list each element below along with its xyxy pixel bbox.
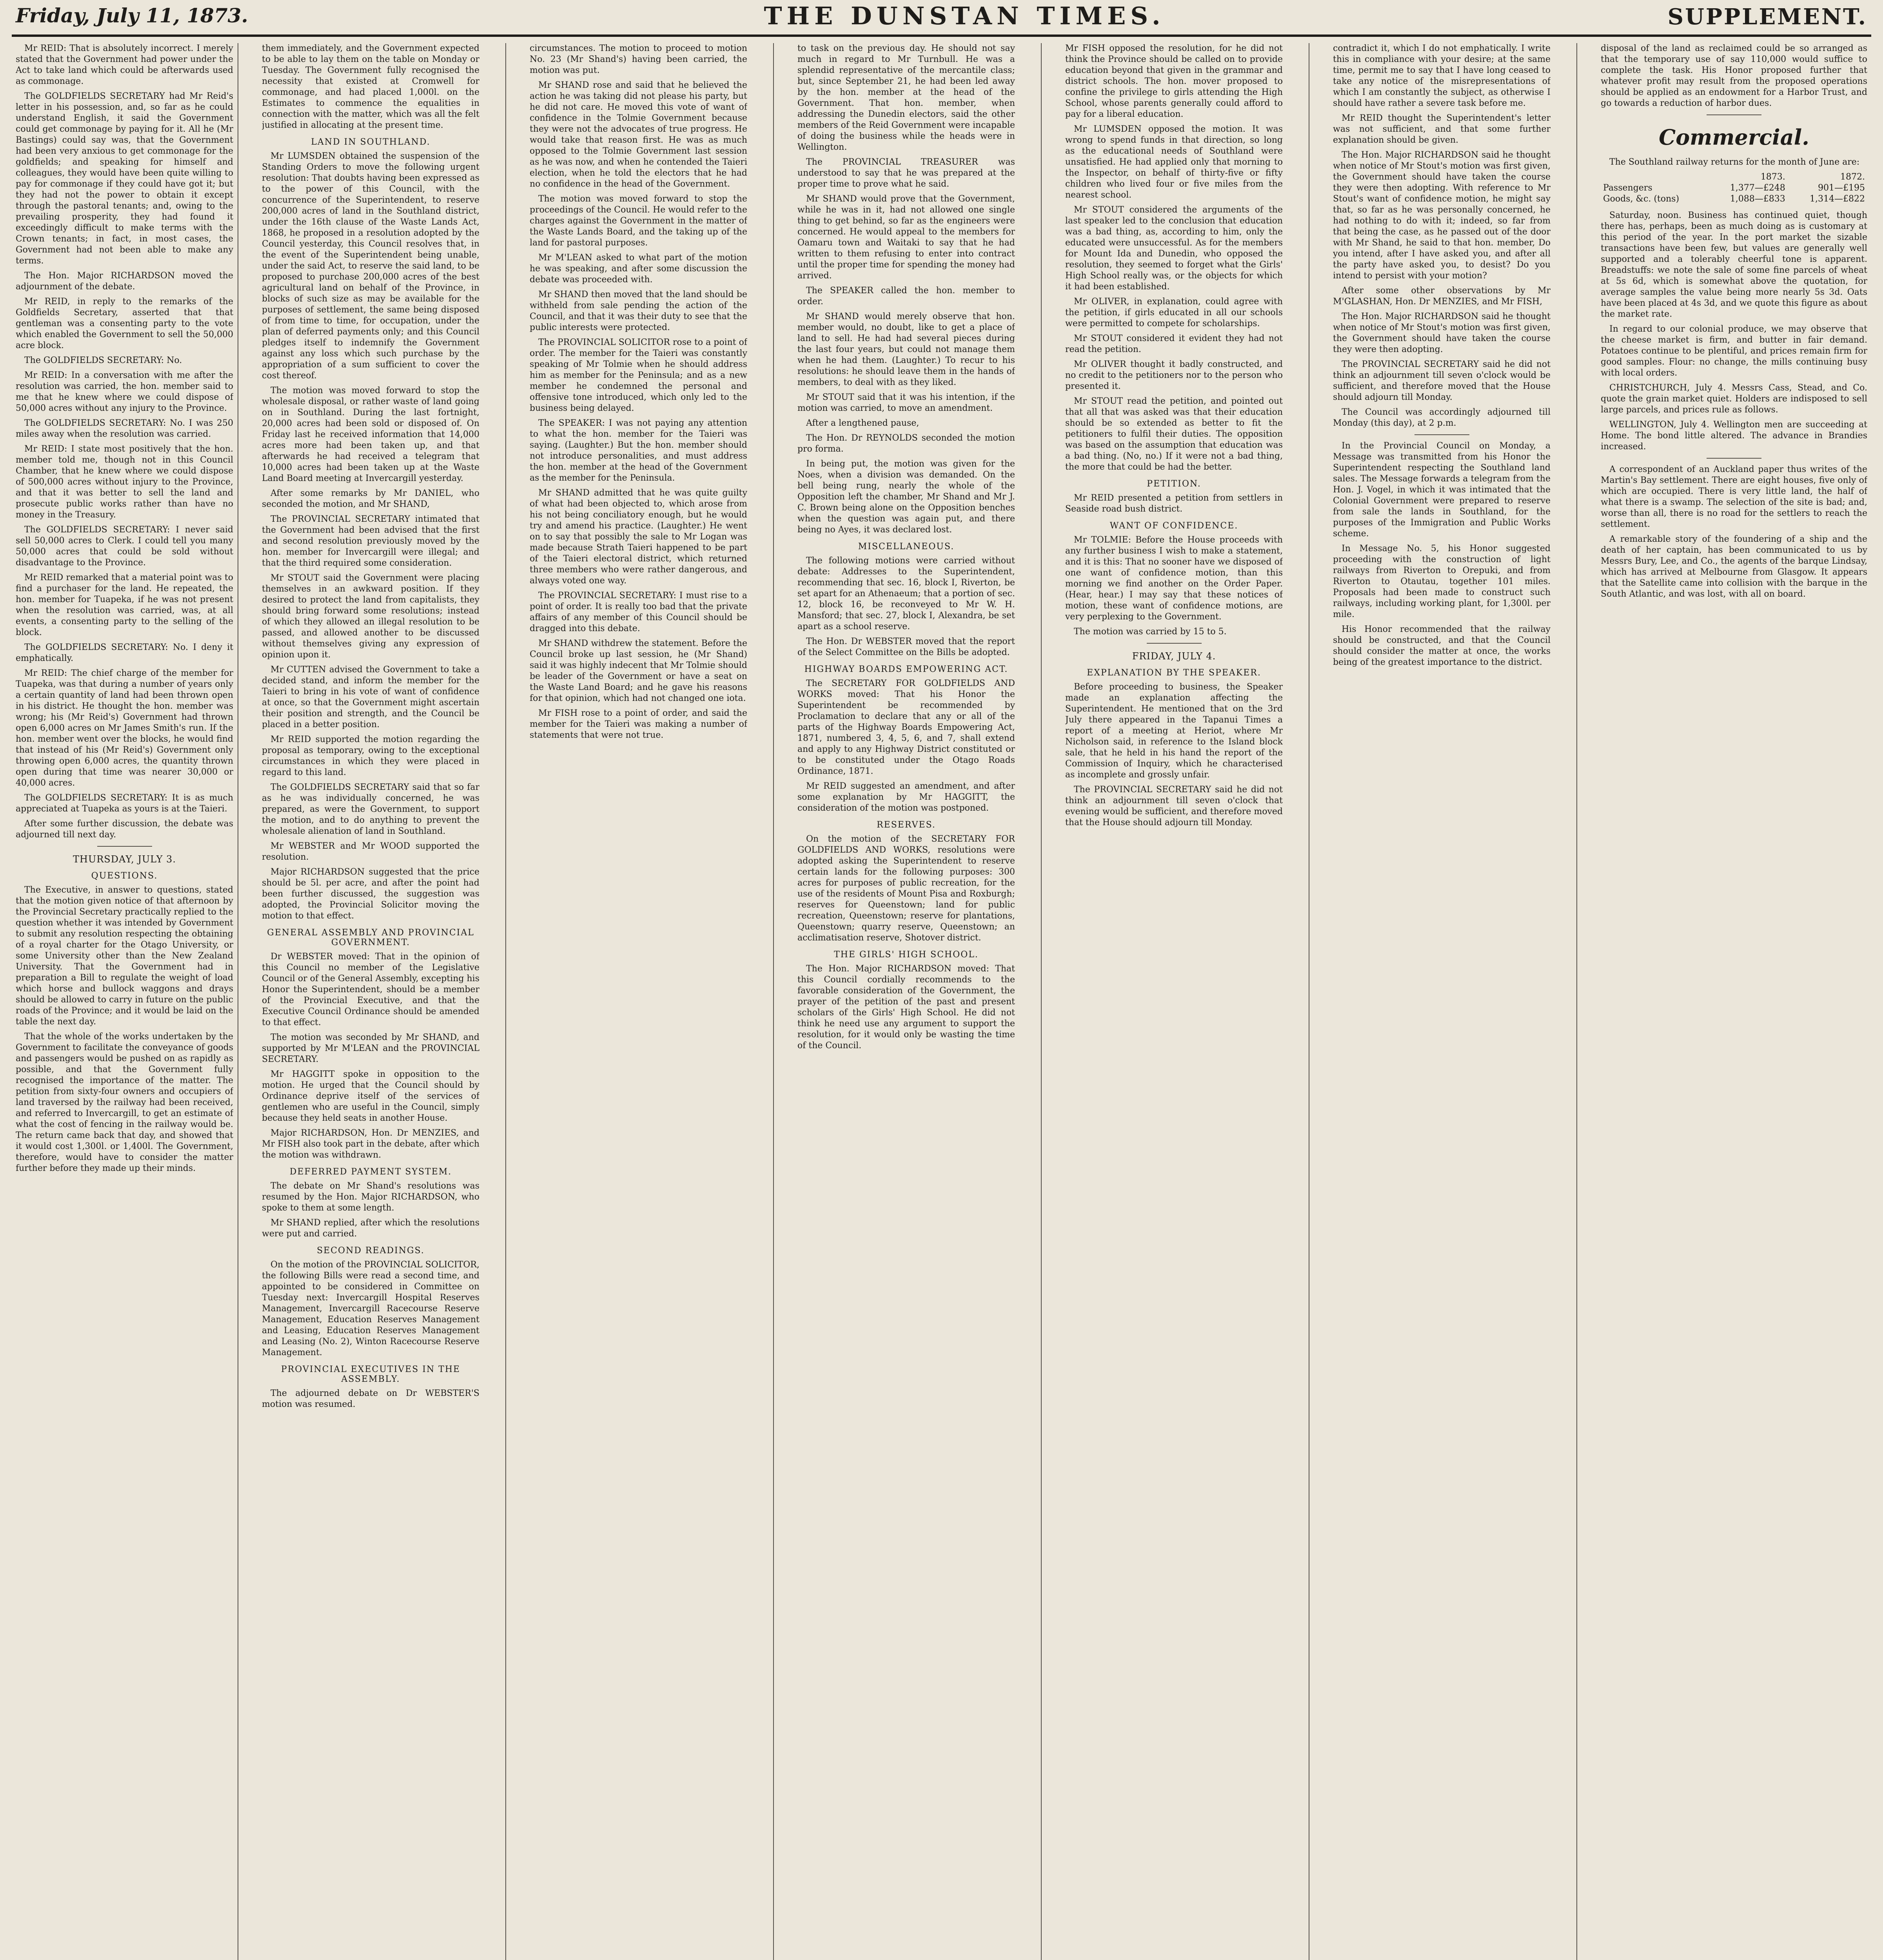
- article-paragraph: In being put, the motion was given for the Noes, when a division was demanded. On the bell being rung, nearly the whole of the Opposition left the chamber, Mr Shand and Mr J. C. Brown being alone on the Opposition benches when the question was again put, and there being no Ayes, it was declared lost.: [797, 459, 1015, 535]
- article-paragraph: Mr OLIVER, in explanation, could agree with the petition, if girls educated in all our schools were permitted to compete for scholarships.: [1065, 297, 1283, 328]
- article-paragraph: Mr REID: The chief charge of the member for Tuapeka, was that during a number of years only a certain quantity of land had been thrown open in his district. He thought the hon. member was wrong; his (Mr Reid's) Government had thrown open 6,000 acres on Mr James Smith's run. If the hon. member went over the blocks, he would find that instead of his (Mr Reid's) Government only throwing open 6,000 acres, the quantity thrown open during that time was nearer 30,000 or 40,000 acres.: [16, 668, 233, 788]
- table-cell: 1,088—£833: [1730, 194, 1785, 204]
- section-heading: RESERVES.: [877, 820, 936, 830]
- article-paragraph: The SPEAKER called the hon. member to order.: [797, 286, 1015, 307]
- article-paragraph: The Hon. Major RICHARDSON moved the adjournment of the debate.: [16, 271, 233, 292]
- article-paragraph: The Hon. Major RICHARDSON said he thought when notice of Mr Stout's motion was first given, the Government should have taken the course they were then adopting. With reference to Mr Stout's want of confidence motion, he might say that, so far as he was personally concerned, he had nothing to do with it; indeed, so far from that being the case, as he passed out of the door with Mr Shand, he said to that hon. member, Do you intend, after I have asked you, and after all the party have asked you, to desist? Do you intend to persist with your motion?: [1333, 150, 1551, 281]
- article-paragraph: The motion was moved forward to stop the proceedings of the Council. He would refer to the charges against the Government in the matter of the Waste Lands Board, and the taking up of the land for pastoral purposes.: [530, 194, 747, 248]
- section-heading: LAND IN SOUTHLAND.: [311, 137, 430, 147]
- article-paragraph: The following motions were carried without debate: Addresses to the Superintendent, recommending that sec. 16, block I, Riverton, be set apart for an Athenaeum; that a portion of sec. 12, block 16, be reconveyed to Mr W. H. Mansford; that sec. 27, block I, Alexandra, be set apart as a school reserve.: [797, 556, 1015, 632]
- article-paragraph: Mr STOUT read the petition, and pointed out that all that was asked was that their education should be so extended as better to fit the petitioners to fulfil their duties. The opposition was based on the assumption that education was a bad thing. (No, no.) If it were not a bad thing, the more that could be had the better.: [1065, 396, 1283, 472]
- table-cell: Passengers: [1603, 183, 1652, 193]
- column-6: [1333, 43, 1551, 1960]
- article-paragraph: Mr REID: That is absolutely incorrect. I merely stated that the Government had power under the Act to take land which could be afterwards used as commonage.: [16, 44, 233, 86]
- article-paragraph: Mr LUMSDEN opposed the motion. It was wrong to spend funds in that direction, so long as the educational needs of Southland were unsatisfied. He had applied only that morning to the Inspector, on behalf of thirty-five or fifty children who lived four or five miles from the nearest school.: [1065, 124, 1283, 200]
- article-paragraph: The GOLDFIELDS SECRETARY: It is as much appreciated at Tuapeka as yours is at the Taieri.: [16, 793, 233, 814]
- section-heading: WANT OF CONFIDENCE.: [1109, 521, 1238, 531]
- railway-returns-table: [1601, 172, 1867, 205]
- article-paragraph: Mr REID remarked that a material point was to find a purchaser for the land. He repeated, the hon. member for Tuapeka, if he was not present when the resolution was carried, was, at all events, a consenting party to the selling of the block.: [16, 573, 233, 637]
- article-paragraph: Mr SHAND replied, after which the resolutions were put and carried.: [262, 1218, 479, 1239]
- article-paragraph: The Hon. Dr WEBSTER moved that the report of the Select Committee on the Bills be adopted.: [797, 637, 1015, 657]
- article-paragraph: Mr CUTTEN advised the Government to take a decided stand, and inform the member for the Taieri to bring in his vote of want of confidence at once, so that the Government might ascertain their position and strength, and the Council be placed in a better position.: [262, 665, 479, 730]
- article-paragraph: The GOLDFIELDS SECRETARY had Mr Reid's letter in his possession, and, so far as he could understand English, it said the Government could get commonage by paying for it. All he (Mr Bastings) could say was, that the Government had been very anxious to get commonage for the goldfields; and speaking for himself and colleagues, they would have been quite willing to pay for commonage if they could have got it; but they had not the power to obtain it except through the pastoral tenants; and, owing to the prevailing prosperity, they had found it exceedingly difficult to make terms with the Crown tenants; in fact, in most cases, the Government had not been able to make any terms.: [16, 91, 233, 266]
- article-paragraph: The PROVINCIAL SECRETARY said he did not think an adjournment till seven o'clock would be sufficient, and therefore moved that the House should adjourn till Monday.: [1333, 359, 1551, 402]
- section-heading: GENERAL ASSEMBLY AND PROVINCIAL GOVERNMENT.: [267, 928, 474, 947]
- article-paragraph: Mr REID: I state most positively that the hon. member told me, though not in this Council Chamber, that he knew where we could dispose of 500,000 acres without injury to the Province, and that it was better to sell the land and prosecute public works rather than have no money in the Treasury.: [16, 444, 233, 520]
- article-paragraph: Mr REID: In a conversation with me after the resolution was carried, the hon. member said to me that he knew where we could dispose of 50,000 acres without any injury to the Province.: [16, 370, 233, 413]
- article-paragraph: The Executive, in answer to questions, stated that the motion given notice of that afternoon by the Provincial Secretary practically replied to the question whether it was intended by Government to submit any resolution respecting the obtaining of a royal charter for the Otago University, or some University other than the New Zealand University. That the Government had in preparation a Bill to regulate the weight of load which horse and bullock waggons and drays should be allowed to carry in future on the public roads of the Province; and it would be laid on the table the next day.: [16, 885, 233, 1027]
- article-paragraph: After some further discussion, the debate was adjourned till next day.: [16, 819, 233, 840]
- article-paragraph: A correspondent of an Auckland paper thus writes of the Martin's Bay settlement. There are eight houses, five only of which are occupied. There is very little land, the half of what there is a swamp. The selection of the site is bad; and, worse than all, there is no road for the settlers to reach the settlement.: [1601, 465, 1867, 529]
- column-divider: [505, 43, 506, 1960]
- article-paragraph: CHRISTCHURCH, July 4. Messrs Cass, Stead, and Co. quote the grain market quiet. Holders are indisposed to sell large parcels, and prices rule as follows.: [1601, 383, 1867, 415]
- dateline: THURSDAY, JULY 3.: [73, 854, 176, 865]
- article-paragraph: The Hon. Major RICHARDSON moved: That this Council cordially recommends to the favorable consideration of the Government, the prayer of the petition of the past and present scholars of the Girls' High School. He did not think he need use any argument to support the resolution, for it would only be wasting the time of the Council.: [797, 964, 1015, 1051]
- section-heading: QUESTIONS.: [91, 871, 158, 881]
- article-paragraph: Mr REID presented a petition from settlers in Seaside road bush district.: [1065, 493, 1283, 514]
- section-rule: [1707, 114, 1761, 115]
- article-paragraph: The SPEAKER: I was not paying any attention to what the hon. member for the Taieri was saying. (Laughter.) But the hon. member should not introduce personalities, and must address the hon. member at the head of the Government as the member for the Peninsula.: [530, 418, 747, 483]
- article-paragraph: The GOLDFIELDS SECRETARY: No. I deny it emphatically.: [16, 642, 233, 663]
- table-header-row: [1601, 172, 1867, 183]
- article-paragraph: Mr REID supported the motion regarding the proposal as temporary, owing to the exceptional circumstances in which they were placed in regard to this land.: [262, 735, 479, 777]
- article-paragraph: On the motion of the PROVINCIAL SOLICITOR, the following Bills were read a second time, and appointed to be considered in Committee on Tuesday next: Invercargill Hospital Reserves Management, Invercargill Racecourse Reserve Management, Education Reserves Management and Leasing, Education Reserves Management and Leasing (No. 2), Winton Racecourse Reserve Management.: [262, 1260, 479, 1357]
- section-heading: DEFERRED PAYMENT SYSTEM.: [289, 1167, 452, 1177]
- article-paragraph: The PROVINCIAL SECRETARY said he did not think an adjournment till seven o'clock that evening would be sufficient, and therefore moved that the House should adjourn till Monday.: [1065, 785, 1283, 828]
- article-paragraph: Saturday, noon. Business has continued quiet, though there has, perhaps, been as much doing as is customary at this period of the year. In the port market the sizable transactions have been few, but values are generally well supported and a tolerably cheerful tone is apparent. Breadstuffs: we note the sale of some fine parcels of wheat at 5s 6d, which is somewhat above the quotation, for average samples the value being more nearly 5s 3d. Oats have been placed at 4s 3d, and we quote this figure as about the market rate.: [1601, 211, 1867, 319]
- section-rule: [1415, 434, 1469, 435]
- article-paragraph: The motion was carried by 15 to 5.: [1074, 627, 1227, 637]
- article-paragraph: After a lengthened pause,: [806, 418, 919, 428]
- article-paragraph: In the Provincial Council on Monday, a Message was transmitted from his Honor the Superintendent respecting the Southland land sales. The Message forwards a telegram from the Hon. J. Vogel, in which it was intimated that the Colonial Government were prepared to reserve from sale the lands in Southland, for the purposes of the Immigration and Public Works scheme.: [1333, 441, 1551, 539]
- table-cell: 1,314—£822: [1810, 194, 1865, 204]
- table-row: [1601, 194, 1867, 205]
- table-cell: 901—£195: [1818, 183, 1865, 193]
- article-paragraph: The PROVINCIAL SOLICITOR rose to a point of order. The member for the Taieri was constantly speaking of Mr Tolmie when he should address him as member for the Peninsula; and as a new member he condemned the personal and offensive tone introduced, which only led to the business being delayed.: [530, 338, 747, 413]
- table-cell: Goods, &c. (tons): [1603, 194, 1680, 204]
- masthead-rule: [12, 34, 1871, 37]
- article-paragraph: The GOLDFIELDS SECRETARY: No. I was 250 miles away when the resolution was carried.: [16, 418, 233, 439]
- column-divider: [773, 43, 774, 1960]
- issue-date: Friday, July 11, 1873.: [16, 4, 248, 27]
- article-paragraph: Before proceeding to business, the Speaker made an explanation affecting the Superintendent. He mentioned that on the 3rd July there appeared in the Tapanui Times a report of a meeting at Heriot, where Mr Nicholson said, in reference to the Island block sale, that he held in his hand the report of the Commission of Inquiry, which he characterised as incomplete and grossly unfair.: [1065, 682, 1283, 780]
- article-paragraph: Mr SHAND then moved that the land should be withheld from sale pending the action of the Council, and that it was their duty to see that the public interests were protected.: [530, 290, 747, 332]
- article-paragraph: to task on the previous day. He should not say much in regard to Mr Turnbull. He was a splendid representative of the mercantile class; but, since September 21, he had been led away by the hon. member at the head of the Government. That hon. member, when addressing the Dunedin electors, said the other members of the Reid Government were incapable of doing the business while the heads were in Wellington.: [797, 44, 1015, 152]
- article-paragraph: Mr OLIVER thought it badly constructed, and no credit to the petitioners nor to the person who presented it.: [1065, 359, 1283, 391]
- table-header-cell: 1873.: [1760, 172, 1785, 182]
- article-paragraph: After some other observations by Mr M'GLASHAN, Hon. Dr MENZIES, and Mr FISH,: [1333, 286, 1551, 307]
- article-paragraph: Mr STOUT considered the arguments of the last speaker led to the conclusion that education was a bad thing, as, according to him, only the educated were unsuccessful. As for the members for Mount Ida and Dunedin, who opposed the resolution, they seemed to forget what the Girls' High School really was, or the objects for which it had been established.: [1065, 205, 1283, 292]
- table-header-cell: 1872.: [1840, 172, 1865, 182]
- article-paragraph: The Hon. Major RICHARDSON said he thought when notice of Mr Stout's motion was first given, the Government should have taken the course they were then adopting.: [1333, 312, 1551, 354]
- column-3: [530, 43, 747, 1960]
- column-5: [1065, 43, 1283, 1960]
- article-paragraph: The PROVINCIAL TREASURER was understood to say that he was prepared at the proper time to prove what he said.: [797, 157, 1015, 189]
- article-paragraph: disposal of the land as reclaimed could be so arranged as that the temporary use of say 110,000 would suffice to complete the task. His Honor proposed further that whatever profit may result from the proposed operations should be applied as an endowment for a Harbor Trust, and go towards a reduction of harbor dues.: [1601, 44, 1867, 108]
- section-heading: SECOND READINGS.: [317, 1246, 425, 1256]
- section-heading: THE GIRLS' HIGH SCHOOL.: [834, 950, 979, 960]
- article-paragraph: Mr STOUT said that it was his intention, if the motion was carried, to move an amendment.: [797, 392, 1015, 413]
- article-paragraph: A remarkable story of the foundering of a ship and the death of her captain, has been communicated to us by Messrs Bury, Lee, and Co., the agents of the barque Lindsay, which has arrived at Melbourne from Glasgow. It appears that the Satellite came into collision with the barque in the South Atlantic, and was lost, with all on board.: [1601, 534, 1867, 599]
- newspaper-title: THE DUNSTAN TIMES.: [764, 2, 1165, 30]
- article-paragraph: Mr SHAND would merely observe that hon. member would, no doubt, like to get a place of land to sell. He had had several pieces during the last four years, but could not manage them when he had them. (Laughter.) To recur to his resolutions: he should leave them in the hands of members, to deal with as they liked.: [797, 312, 1015, 387]
- article-paragraph: The PROVINCIAL SECRETARY intimated that the Government had been advised that the first and second resolution previously moved by the hon. member for Invercargill were illegal; and that the third required some consideration.: [262, 514, 479, 568]
- article-paragraph: contradict it, which I do not emphatically. I write this in compliance with your desire; at the same time, permit me to say that I have long ceased to take any notice of the misrepresentations of which I am constantly the subject, as otherwise I should have rather a severe task before me.: [1333, 44, 1551, 108]
- article-paragraph: The motion was seconded by Mr SHAND, and supported by Mr M'LEAN and the PROVINCIAL SECRETARY.: [262, 1033, 479, 1064]
- article-paragraph: In regard to our colonial produce, we may observe that the cheese market is firm, and butter in fair demand. Potatoes continue to be plentiful, and prices remain firm for good samples. Flour: no change, the mills continuing busy with local orders.: [1601, 324, 1867, 378]
- dateline: FRIDAY, JULY 4.: [1132, 651, 1216, 662]
- section-heading: MISCELLANEOUS.: [858, 542, 955, 552]
- masthead: [0, 0, 1883, 34]
- section-heading: PROVINCIAL EXECUTIVES IN THE ASSEMBLY.: [281, 1365, 461, 1384]
- table-header-cell: [1601, 172, 1708, 183]
- column-2: [262, 43, 479, 1960]
- article-paragraph: The motion was moved forward to stop the wholesale disposal, or rather waste of land going on in Southland. During the last fortnight, 20,000 acres had been sold or disposed of. On Friday last he received information that 14,000 acres more had been taken up, and that afterwards he had received a telegram that 10,000 acres had been taken up at the Waste Land Board meeting at Invercargill yesterday.: [262, 386, 479, 483]
- article-paragraph: WELLINGTON, July 4. Wellington men are succeeding at Home. The bond little altered. The advance in Brandies increased.: [1601, 420, 1867, 452]
- article-paragraph: Dr WEBSTER moved: That in the opinion of this Council no member of the Legislative Council or of the General Assembly, excepting his Honor the Superintendent, should be a member of the Provincial Executive, and that the Executive Council Ordinance should be amended to that effect.: [262, 952, 479, 1027]
- section-rule: [1147, 643, 1202, 644]
- article-paragraph: The GOLDFIELDS SECRETARY: I never said sell 50,000 acres to Clerk. I could tell you many 50,000 acres that could be sold without disadvantage to the Province.: [16, 525, 233, 568]
- article-paragraph: Mr STOUT said the Government were placing themselves in an awkward position. If they desired to protect the land from capitalists, they should bring forward some resolutions; instead of which they allowed an illegal resolution to be passed, and allowed another to be discussed without themselves giving any expression of opinion upon it.: [262, 573, 479, 660]
- article-paragraph: Mr SHAND would prove that the Government, while he was in it, had not allowed one single thing to get behind, so far as the engineers were concerned. He would appeal to the members for Oamaru town and Waitaki to say that he had written to them refusing to enter into contract until the proper time for spending the money had arrived.: [797, 194, 1015, 281]
- article-paragraph: circumstances. The motion to proceed to motion No. 23 (Mr Shand's) having been carried, the motion was put.: [530, 44, 747, 75]
- article-paragraph: The Hon. Dr REYNOLDS seconded the motion pro forma.: [797, 433, 1015, 454]
- article-paragraph: Mr SHAND rose and said that he believed the action he was taking did not please his party, but he did not care. He moved this vote of want of confidence in the Tolmie Government because they were not the advocates of true progress. He would take that reason first. He was as much opposed to the Tolmie Government last session as he was now, and when he contended the Taieri election, when he told the electors that he had no confidence in the head of the Government.: [530, 80, 747, 189]
- column-divider: [1576, 43, 1577, 1960]
- article-paragraph: Major RICHARDSON suggested that the price should be 5l. per acre, and after the point had been further discussed, the suggestion was adopted, the Provincial Solicitor moving the motion to that effect.: [262, 867, 479, 921]
- article-paragraph: On the motion of the SECRETARY FOR GOLDFIELDS AND WORKS, resolutions were adopted asking the Superintendent to reserve certain lands for the following purposes: 300 acres for purposes of public recreation, for the use of the residents of Mount Pisa and Roxburgh; reserves for Queenstown; land for public recreation, Queenstown; reserve for plantations, Queenstown; quarry reserve, Queenstown; an acclimatisation reserve, Shotover district.: [797, 834, 1015, 943]
- supplement-label: SUPPLEMENT.: [1667, 4, 1867, 30]
- column-divider: [1041, 43, 1042, 1960]
- table-row: [1601, 183, 1867, 194]
- section-heading: PETITION.: [1147, 479, 1201, 489]
- article-paragraph: Mr LUMSDEN obtained the suspension of the Standing Orders to move the following urgent resolution: That doubts having been expressed as to the power of this Council, with the concurrence of the Superintendent, to reserve 200,000 acres of land in the Southland district, under the 16th clause of the Waste Lands Act, 1868, he proposed in a resolution adopted by the Council yesterday, this Council resolves that, in the event of the Superintendent being unable, under the said Act, to reserve the said land, to be proposed to purchase 200,000 acres of the best agricultural land on behalf of the Province, in blocks of such size as may be available for the purposes of settlement, the same being disposed of from time to time, for occupation, under the plan of deferred payments only; and this Council pledges itself to indemnify the Government against any loss which such purchase by the appropriation of a sum sufficient to cover the cost thereof.: [262, 151, 479, 381]
- article-paragraph: Mr REID suggested an amendment, and after some explanation by Mr HAGGITT, the consideration of the motion was postponed.: [797, 781, 1015, 813]
- article-paragraph: them immediately, and the Government expected to be able to lay them on the table on Monday or Tuesday. The Government fully recognised the necessity that existed at Cromwell for commonage, and had placed 1,000l. on the Estimates to commence the equalities in connection with the matter, which was all the felt justified in allocating at the present time.: [262, 44, 479, 130]
- article-paragraph: The PROVINCIAL SECRETARY: I must rise to a point of order. It is really too bad that the private affairs of any member of this Council should be dragged into this debate.: [530, 591, 747, 633]
- section-heading: EXPLANATION BY THE SPEAKER.: [1087, 668, 1261, 678]
- column-4: [797, 43, 1015, 1960]
- article-paragraph: Mr REID thought the Superintendent's letter was not sufficient, and that some further explanation should be given.: [1333, 113, 1551, 145]
- column-1: [16, 43, 233, 1960]
- article-paragraph: Mr TOLMIE: Before the House proceeds with any further business I wish to make a statement, and it is this: That no sooner have we disposed of one want of confidence motion, than this morning we find another on the Order Paper. (Hear, hear.) I may say that these notices of motion, these want of confidence motions, are very perplexing to the Government.: [1065, 535, 1283, 622]
- column-7: [1601, 43, 1867, 1960]
- article-paragraph: Mr FISH rose to a point of order, and said the member for the Taieri was making a number of statements that were not true.: [530, 708, 747, 740]
- article-paragraph: Mr FISH opposed the resolution, for he did not think the Province should be called on to provide education beyond that given in the grammar and district schools. The hon. mover proposed to confine the privilege to girls attending the High School, whose parents generally could afford to pay for a liberal education.: [1065, 44, 1283, 119]
- article-paragraph: The debate on Mr Shand's resolutions was resumed by the Hon. Major RICHARDSON, who spoke to them at some length.: [262, 1181, 479, 1213]
- article-paragraph: That the whole of the works undertaken by the Government to facilitate the conveyance of goods and passengers would be pushed on as rapidly as possible, and that the Government fully recognised the importance of the matter. The petition from sixty-four owners and occupiers of land traversed by the railway had been received, and referred to Invercargill, to get an estimate of what the cost of fencing in the railway would be. The return came back that day, and showed that it would cost 1,300l. or 1,400l. The Government, therefore, would have to consider the matter further before they made up their minds.: [16, 1032, 233, 1173]
- article-paragraph: The Southland railway returns for the month of June are:: [1609, 157, 1860, 167]
- article-paragraph: The adjourned debate on Dr WEBSTER'S motion was resumed.: [262, 1388, 479, 1409]
- article-paragraph: Major RICHARDSON, Hon. Dr MENZIES, and Mr FISH also took part in the debate, after which the motion was withdrawn.: [262, 1128, 479, 1160]
- table-cell: 1,377—£248: [1730, 183, 1785, 193]
- article-paragraph: Mr M'LEAN asked to what part of the motion he was speaking, and after some discussion the debate was proceeded with.: [530, 253, 747, 285]
- article-paragraph: The GOLDFIELDS SECRETARY: No.: [24, 356, 182, 365]
- article-paragraph: Mr SHAND withdrew the statement. Before the Council broke up last session, he (Mr Shand) said it was highly indecent that Mr Tolmie should be leader of the Government or have a seat on the Waste Land Board; and he gave his reasons for that opinion, which had not changed one iota.: [530, 639, 747, 703]
- section-heading: HIGHWAY BOARDS EMPOWERING ACT.: [804, 664, 1008, 674]
- article-paragraph: His Honor recommended that the railway should be constructed, and that the Council should consider the matter at once, the works being of the greatest importance to the district.: [1333, 624, 1551, 667]
- article-paragraph: Mr REID, in reply to the remarks of the Goldfields Secretary, asserted that that gentleman was a consenting party to the vote which enabled the Government to sell the 50,000 acre block.: [16, 297, 233, 350]
- section-rule: [97, 846, 152, 847]
- article-paragraph: After some remarks by Mr DANIEL, who seconded the motion, and Mr SHAND,: [262, 488, 479, 509]
- article-paragraph: Mr HAGGITT spoke in opposition to the motion. He urged that the Council should by Ordinance deprive itself of the services of gentlemen who are useful in the Council, simply because they held seats in another House.: [262, 1069, 479, 1123]
- article-paragraph: Mr WEBSTER and Mr WOOD supported the resolution.: [262, 841, 479, 862]
- article-paragraph: The GOLDFIELDS SECRETARY said that so far as he was individually concerned, he was prepared, as were the Government, to support the motion, and to do anything to prevent the wholesale alienation of land in Southland.: [262, 782, 479, 836]
- article-paragraph: The SECRETARY FOR GOLDFIELDS AND WORKS moved: That his Honor the Superintendent be recommended by Proclamation to declare that any or all of the parts of the Highway Boards Empowering Act, 1871, numbered 3, 4, 5, 6, and 7, shall extend and apply to any Highway District constituted or to be constituted under the Otago Roads Ordinance, 1871.: [797, 679, 1015, 776]
- commercial-heading: Commercial.: [1659, 125, 1809, 150]
- article-paragraph: Mr STOUT considered it evident they had not read the petition.: [1065, 334, 1283, 354]
- article-paragraph: In Message No. 5, his Honor suggested proceeding with the construction of light railways from Riverton to Orepuki, and from Riverton to Otautau, together 101 miles. Proposals had been made to construct such railways, including working plant, for 1,300l. per mile.: [1333, 544, 1551, 619]
- section-rule: [1707, 458, 1761, 459]
- article-paragraph: The Council was accordingly adjourned till Monday (this day), at 2 p.m.: [1333, 407, 1551, 428]
- article-paragraph: Mr SHAND admitted that he was quite guilty of what had been objected to, which arose from his not being conciliatory enough, but he would try and amend his practice. (Laughter.) He went on to say that possibly the sale to Mr Logan was made because Strath Taieri happened to be part of the Taieri electoral district, which returned three members who were rather dangerous, and always voted one way.: [530, 488, 747, 586]
